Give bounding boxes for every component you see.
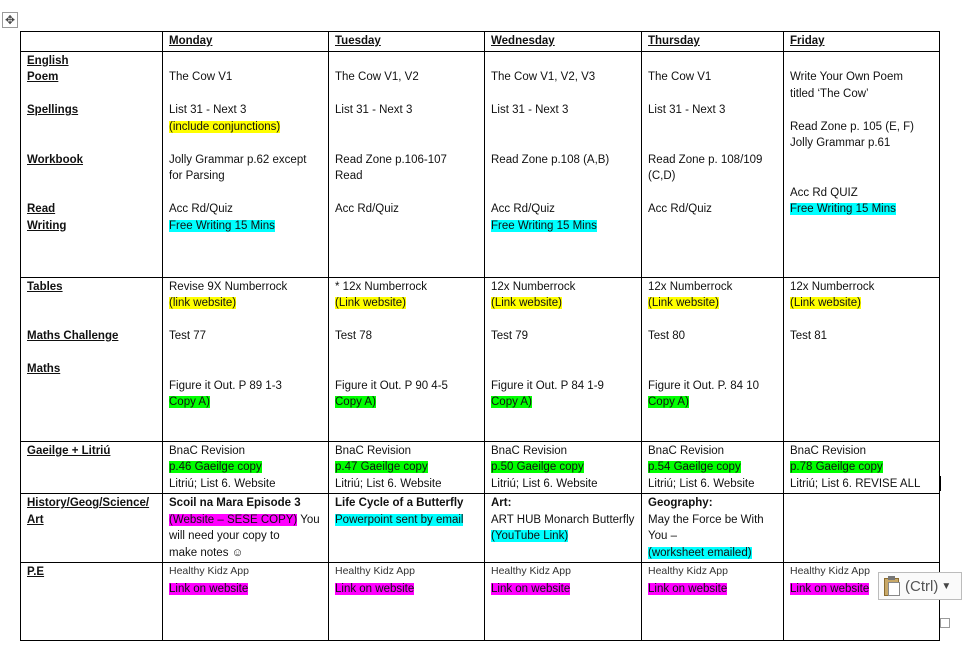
cell-maths-thursday[interactable] xyxy=(642,277,784,441)
cell-maths-friday[interactable] xyxy=(784,277,940,441)
cell-maths-wednesday[interactable] xyxy=(485,277,642,441)
cell-line xyxy=(169,528,322,545)
cell-line xyxy=(648,152,777,169)
cell-line xyxy=(169,218,322,235)
cell-line xyxy=(491,152,635,169)
subject-label: P.E xyxy=(27,566,45,578)
highlighted-text: Powerpoint sent by email xyxy=(335,513,464,526)
cell-text: Healthy Kidz App xyxy=(790,565,870,577)
cell-line xyxy=(790,102,933,119)
cell-line xyxy=(169,443,322,460)
highlighted-text: p.50 Gaeilge copy xyxy=(491,461,584,473)
cell-line xyxy=(648,328,777,345)
cell-line xyxy=(648,86,777,103)
highlighted-text: Copy A) xyxy=(335,396,376,408)
cell-line xyxy=(790,279,933,296)
cell-line xyxy=(648,512,777,529)
cell-line xyxy=(335,345,478,362)
cell-sese-friday[interactable] xyxy=(784,494,940,563)
subject-label: History/Geog/Science/ xyxy=(27,497,150,509)
cell-text: Geography: xyxy=(648,497,713,509)
cell-maths-tuesday[interactable] xyxy=(329,277,485,441)
highlighted-text: Free Writing 15 Mins xyxy=(491,219,597,232)
cell-text: BnaC Revision xyxy=(169,444,246,457)
cell-line xyxy=(169,378,322,395)
cell-line xyxy=(169,345,322,362)
day-header-tuesday: Tuesday xyxy=(329,32,485,52)
highlighted-text: (Website – SESE COPY) xyxy=(169,513,298,526)
cell-line xyxy=(335,328,478,345)
cell-text: Read xyxy=(335,170,363,182)
cell-line xyxy=(491,119,635,136)
cell-sese-tuesday[interactable] xyxy=(329,494,485,563)
cell-line xyxy=(491,168,635,185)
cell-pe-tuesday[interactable] xyxy=(329,563,485,641)
cell-line xyxy=(335,86,478,103)
cell-line xyxy=(491,564,635,581)
text-cursor xyxy=(940,476,941,491)
cell-text: BnaC Revision xyxy=(491,444,568,457)
highlighted-text: Free Writing 15 Mins xyxy=(169,219,275,232)
cell-text: BnaC Revision xyxy=(790,444,867,457)
highlighted-text: (Link website) xyxy=(491,297,562,309)
cell-line xyxy=(491,345,635,362)
cell-line xyxy=(335,312,478,329)
cell-line xyxy=(169,119,322,136)
cell-text: Healthy Kidz App xyxy=(491,565,571,577)
row-maths xyxy=(21,277,940,441)
cell-english-friday[interactable] xyxy=(784,51,940,277)
cell-line xyxy=(169,459,322,476)
cell-text: Figure it Out. P 90 4-5 xyxy=(335,379,448,392)
cell-text: May the Force be With xyxy=(648,513,764,526)
cell-text: will need your copy to xyxy=(169,530,280,542)
highlighted-text: p.46 Gaeilge copy xyxy=(169,461,262,473)
cell-text: You xyxy=(297,513,320,526)
cell-sese-monday[interactable] xyxy=(163,494,329,563)
cell-text: Litriú; List 6. Website xyxy=(648,477,755,490)
cell-line xyxy=(335,295,478,312)
cell-line xyxy=(491,495,635,512)
cell-pe-monday[interactable] xyxy=(163,563,329,641)
cell-line xyxy=(491,312,635,329)
subject-label xyxy=(27,345,156,362)
cell-line xyxy=(169,201,322,218)
cell-text: Jolly Grammar p.61 xyxy=(790,137,891,149)
highlighted-text: Copy A) xyxy=(491,396,532,408)
cell-line xyxy=(169,512,322,529)
cell-text: Test 79 xyxy=(491,330,529,342)
cell-text: List 31 - Next 3 xyxy=(335,104,413,116)
cell-line xyxy=(169,279,322,296)
cell-line xyxy=(491,361,635,378)
cell-line xyxy=(491,476,635,493)
cell-line xyxy=(169,581,322,598)
cell-line xyxy=(491,378,635,395)
cell-text: The Cow V1, V2 xyxy=(335,71,419,83)
subject-label xyxy=(27,168,156,185)
cell-line xyxy=(335,119,478,136)
cell-line xyxy=(790,168,933,185)
subject-label: Read xyxy=(27,203,56,215)
cell-line xyxy=(335,361,478,378)
cell-line xyxy=(790,152,933,169)
highlighted-text: Link on website xyxy=(790,582,870,595)
highlighted-text: (YouTube Link) xyxy=(491,530,569,542)
highlighted-text: (link website) xyxy=(169,297,237,309)
cell-line xyxy=(491,443,635,460)
cell-text: Life Cycle of a Butterfly xyxy=(335,497,464,509)
row-sese xyxy=(21,494,940,563)
cell-line xyxy=(491,295,635,312)
cell-text: Healthy Kidz App xyxy=(648,565,728,577)
cell-line xyxy=(335,512,478,529)
cell-text: Litriú; List 6. Website xyxy=(169,477,276,490)
cell-line xyxy=(169,102,322,119)
cell-line xyxy=(169,495,322,512)
cell-line xyxy=(335,69,478,86)
subject-label xyxy=(27,312,156,329)
subject-label: Spellings xyxy=(27,104,79,116)
cell-line xyxy=(335,102,478,119)
cell-sese-wednesday[interactable] xyxy=(485,494,642,563)
cell-text: The Cow V1 xyxy=(169,71,233,83)
subject-label xyxy=(27,185,156,202)
row-pe xyxy=(21,563,940,641)
cell-text: 12x Numberrock xyxy=(648,280,733,293)
cell-line xyxy=(491,201,635,218)
cell-line xyxy=(169,295,322,312)
cell-line xyxy=(648,135,777,152)
cell-text: Healthy Kidz App xyxy=(335,565,415,577)
cell-line xyxy=(790,135,933,152)
cell-text: Jolly Grammar p.62 except xyxy=(169,153,307,166)
subject-label: Poem xyxy=(27,71,59,83)
cell-gaeilge-wednesday[interactable] xyxy=(485,441,642,494)
highlighted-text: (worksheet emailed) xyxy=(648,546,752,559)
cell-text: Write Your Own Poem xyxy=(790,71,903,83)
cell-line xyxy=(790,69,933,86)
cell-line xyxy=(335,495,478,512)
cell-text: Figure it Out. P 84 1-9 xyxy=(491,379,604,392)
cell-line xyxy=(491,102,635,119)
cell-line xyxy=(169,564,322,581)
cell-text: Read Zone p.106-107 xyxy=(335,153,447,166)
move-handle-icon: ✥ xyxy=(4,13,16,27)
cell-line xyxy=(169,476,322,493)
cell-text: BnaC Revision xyxy=(648,444,725,457)
cell-english-monday[interactable] xyxy=(163,51,329,277)
cell-line xyxy=(169,86,322,103)
cell-text: Acc Rd/Quiz xyxy=(648,203,712,215)
cell-english-wednesday[interactable] xyxy=(485,51,642,277)
paste-options-label: (Ctrl) xyxy=(905,577,939,595)
highlighted-text: (Link website) xyxy=(648,297,719,309)
cell-line xyxy=(648,279,777,296)
highlighted-text: Copy A) xyxy=(648,396,689,408)
highlighted-text: Copy A) xyxy=(169,396,210,408)
cell-text: The Cow V1, V2, V3 xyxy=(491,71,596,83)
cell-line xyxy=(491,218,635,235)
subject-label: Maths xyxy=(27,363,61,375)
cell-line xyxy=(491,86,635,103)
cell-line xyxy=(169,69,322,86)
subject-label: Gaeilge + Litriú xyxy=(27,444,111,457)
cell-line xyxy=(491,135,635,152)
cell-line xyxy=(790,119,933,136)
cell-line xyxy=(648,378,777,395)
cell-line xyxy=(169,545,322,562)
subject-label xyxy=(27,86,156,103)
header-row xyxy=(21,32,940,52)
subject-label: Art xyxy=(27,513,44,526)
cell-text: (C,D) xyxy=(648,170,676,182)
row-gaeilge xyxy=(21,441,940,494)
cell-line xyxy=(648,69,777,86)
cell-text: Read Zone p. 105 (E, F) xyxy=(790,120,915,133)
cell-text: Acc Rd/Quiz xyxy=(169,203,233,215)
cell-text: ART HUB Monarch Butterfly xyxy=(491,513,635,526)
cell-text: Acc Rd/Quiz xyxy=(335,203,399,215)
cell-line xyxy=(491,528,635,545)
cell-line xyxy=(648,201,777,218)
highlighted-text: p.78 Gaeilge copy xyxy=(790,461,883,473)
cell-line xyxy=(335,459,478,476)
cell-text: You – xyxy=(648,530,677,542)
cell-text: Litriú; List 6. Website xyxy=(491,477,598,490)
cell-text: Acc Rd/Quiz xyxy=(491,203,555,215)
highlighted-text: p.47 Gaeilge copy xyxy=(335,461,428,473)
subject-label: English xyxy=(27,54,69,67)
cell-line xyxy=(491,53,635,70)
cell-line xyxy=(491,394,635,411)
subject-label: Workbook xyxy=(27,153,84,166)
cell-line xyxy=(169,312,322,329)
cell-line xyxy=(648,295,777,312)
cell-line xyxy=(648,564,777,581)
cell-text: for Parsing xyxy=(169,170,225,182)
cell-text: Scoil na Mara Episode 3 xyxy=(169,497,301,509)
cell-text: The Cow V1 xyxy=(648,71,712,83)
day-header-monday: Monday xyxy=(163,32,329,52)
cell-gaeilge-friday[interactable] xyxy=(784,441,940,494)
subject-label xyxy=(27,295,156,312)
cell-line xyxy=(335,168,478,185)
cell-line xyxy=(790,312,933,329)
cell-line xyxy=(648,53,777,70)
cell-line xyxy=(169,53,322,70)
cell-pe-thursday[interactable] xyxy=(642,563,784,641)
day-header-wednesday: Wednesday xyxy=(485,32,642,52)
cell-line xyxy=(335,201,478,218)
table-move-handle[interactable] xyxy=(2,12,18,28)
cell-line xyxy=(169,152,322,169)
cell-line xyxy=(335,152,478,169)
cell-text: Read Zone p. 108/109 xyxy=(648,153,763,166)
subject-cell-sese xyxy=(21,494,163,563)
cell-text: Acc Rd QUIZ xyxy=(790,186,858,199)
cell-gaeilge-monday[interactable] xyxy=(163,441,329,494)
cell-line xyxy=(790,443,933,460)
cell-line xyxy=(335,378,478,395)
cell-line xyxy=(491,512,635,529)
cell-text: Healthy Kidz App xyxy=(169,565,249,577)
cell-english-tuesday[interactable] xyxy=(329,51,485,277)
cell-line xyxy=(335,564,478,581)
cell-line xyxy=(335,135,478,152)
cell-line xyxy=(491,279,635,296)
cell-line xyxy=(335,53,478,70)
cell-text: List 31 - Next 3 xyxy=(491,104,569,116)
cell-line xyxy=(169,135,322,152)
cell-line xyxy=(648,119,777,136)
cell-text: Read Zone p.108 (A,B) xyxy=(491,153,610,166)
cell-line xyxy=(648,361,777,378)
subject-label: Tables xyxy=(27,280,63,293)
subject-cell-maths xyxy=(21,277,163,441)
subject-cell-pe xyxy=(21,563,163,641)
cell-line xyxy=(648,495,777,512)
cell-line xyxy=(648,476,777,493)
cell-text: Test 77 xyxy=(169,330,207,342)
table-resize-handle[interactable] xyxy=(940,618,950,628)
highlighted-text: Link on website xyxy=(169,582,249,595)
cell-line xyxy=(335,394,478,411)
cell-line xyxy=(335,279,478,296)
cell-line xyxy=(335,443,478,460)
cell-line xyxy=(491,69,635,86)
cell-text: Test 81 xyxy=(790,330,828,342)
cell-text: Figure it Out. P 89 1-3 xyxy=(169,379,282,392)
cell-english-thursday[interactable] xyxy=(642,51,784,277)
cell-line xyxy=(648,581,777,598)
cell-line xyxy=(790,53,933,70)
cell-line xyxy=(648,545,777,562)
cell-line xyxy=(790,185,933,202)
cell-line xyxy=(491,459,635,476)
cell-line xyxy=(790,201,933,218)
cell-line xyxy=(648,394,777,411)
cell-text: Test 80 xyxy=(648,330,686,342)
cell-text: 12x Numberrock xyxy=(790,280,875,293)
highlighted-text: (Link website) xyxy=(790,297,861,309)
cell-line xyxy=(491,581,635,598)
row-english xyxy=(21,51,940,277)
day-header-friday: Friday xyxy=(784,32,940,52)
cell-line xyxy=(169,328,322,345)
cell-maths-monday[interactable] xyxy=(163,277,329,441)
cell-line xyxy=(790,459,933,476)
cell-sese-thursday[interactable] xyxy=(642,494,784,563)
highlighted-text: (include conjunctions) xyxy=(169,120,281,133)
cell-line xyxy=(491,185,635,202)
cell-line xyxy=(169,394,322,411)
cell-line xyxy=(169,185,322,202)
cell-line xyxy=(169,361,322,378)
cell-line xyxy=(491,328,635,345)
cell-text: Revise 9X Numberrock xyxy=(169,280,288,293)
cell-line xyxy=(335,476,478,493)
subject-label: Writing xyxy=(27,219,67,232)
cell-line xyxy=(790,476,933,493)
highlighted-text: Link on website xyxy=(648,582,728,595)
cell-text: List 31 - Next 3 xyxy=(169,104,247,116)
highlighted-text: p.54 Gaeilge copy xyxy=(648,461,741,473)
cell-text: titled ‘The Cow’ xyxy=(790,87,869,100)
chevron-down-icon: ▼ xyxy=(941,580,952,592)
corner-cell xyxy=(21,32,163,52)
highlighted-text: (Link website) xyxy=(335,297,406,309)
cell-gaeilge-tuesday[interactable] xyxy=(329,441,485,494)
cell-line xyxy=(648,185,777,202)
cell-line xyxy=(335,581,478,598)
cell-pe-wednesday[interactable] xyxy=(485,563,642,641)
highlighted-text: Link on website xyxy=(335,582,415,595)
cell-line xyxy=(648,345,777,362)
cell-text: make notes ☺ xyxy=(169,546,244,559)
cell-line xyxy=(335,185,478,202)
highlighted-text: Free Writing 15 Mins xyxy=(790,203,896,215)
cell-text: 12x Numberrock xyxy=(491,280,576,293)
cell-text: Art: xyxy=(491,497,512,509)
cell-text: Test 78 xyxy=(335,330,373,342)
day-header-thursday: Thursday xyxy=(642,32,784,52)
cell-line xyxy=(648,459,777,476)
paste-options-button[interactable] xyxy=(878,572,962,600)
cell-line xyxy=(648,102,777,119)
cell-line xyxy=(648,528,777,545)
clipboard-icon xyxy=(882,575,902,597)
cell-gaeilge-thursday[interactable] xyxy=(642,441,784,494)
timetable xyxy=(20,31,940,641)
subject-label xyxy=(27,119,156,136)
cell-text: Litriú; List 6. REVISE ALL xyxy=(790,477,921,490)
cell-text: Litriú; List 6. Website xyxy=(335,477,442,490)
cell-text: List 31 - Next 3 xyxy=(648,104,726,116)
cell-line xyxy=(790,328,933,345)
highlighted-text: Link on website xyxy=(491,582,571,595)
cell-text: * 12x Numberrock xyxy=(335,280,428,293)
cell-line xyxy=(169,168,322,185)
cell-line xyxy=(648,168,777,185)
subject-label xyxy=(27,135,156,152)
cell-text: BnaC Revision xyxy=(335,444,412,457)
subject-cell-english xyxy=(21,51,163,277)
cell-line xyxy=(648,443,777,460)
cell-text: Figure it Out. P. 84 10 xyxy=(648,379,760,392)
subject-cell-gaeilge xyxy=(21,441,163,494)
cell-line xyxy=(790,295,933,312)
cell-line xyxy=(648,312,777,329)
cell-line xyxy=(790,86,933,103)
subject-label: Maths Challenge xyxy=(27,330,119,342)
